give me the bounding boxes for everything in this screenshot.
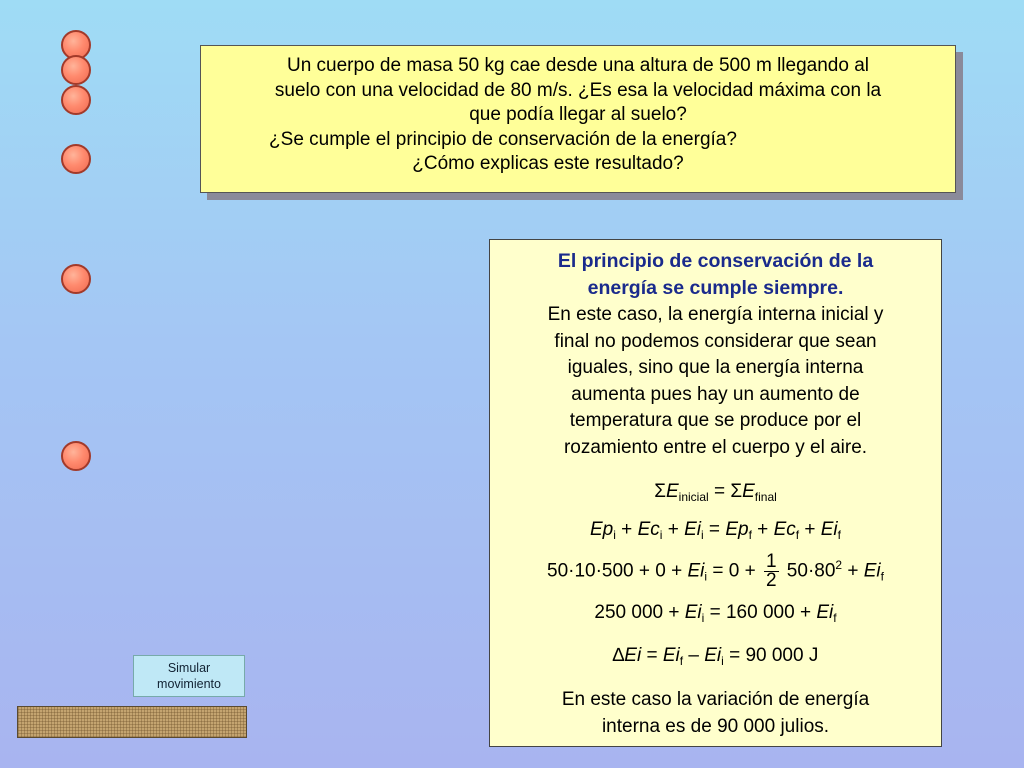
answer-body-line: rozamiento entre el cuerpo y el aire. (563, 436, 868, 458)
equation-energy-sum: $\Sigma E_{inicial} = \Sigma E_{final}$ (654, 481, 777, 504)
equation-numeric: 250 $000 + Ei_i = 160$ $000 + Ei_f$ (594, 602, 837, 625)
ground-texture (17, 706, 247, 738)
equation-substitution: $50\cdot 10\cdot 500 + 0 + Ei_i = 0$ + $\frac{1}{2}$ $50\cdot 80^2 + Ei_f$ (547, 551, 884, 591)
question-line: ¿Cómo explicas este resultado? (412, 153, 684, 174)
equation-energy-terms: $Ep_i + Ec_i + Ei_i = Ep_f + Ec_f + Ei_f$ (589, 519, 841, 542)
equation-result: $\Delta Ei = Ei_f - Ei_i = 90$ 000 J (612, 645, 819, 668)
simulate-button-label: Simular (167, 661, 211, 675)
conclusion-text (490, 686, 941, 740)
ball-icon (61, 55, 91, 85)
question-line: que podía llegar al suelo? (469, 104, 687, 125)
answer-title (490, 248, 941, 302)
fraction-one-half: $\frac{1}{2}$ (765, 551, 777, 591)
ball-icon (61, 144, 91, 174)
answer-body-line: iguales, sino que la energía interna (567, 357, 864, 378)
simulate-button-label: movimiento (157, 677, 221, 691)
answer-body-line: En este caso, la energía interna inicial y (547, 304, 884, 325)
question-line: suelo con una velocidad de 80 m/s. ¿Es esa la velocidad máxima con la (274, 79, 882, 101)
answer-body-line: temperatura que se produce por el (569, 410, 862, 431)
conclusion-line: En este caso la variación de energía (561, 689, 870, 710)
ball-icon (61, 264, 91, 294)
question-box (200, 45, 956, 193)
answer-title-line: El principio de conservación de la (557, 250, 874, 272)
conclusion-line: interna es de 90 000 julios. (601, 716, 830, 737)
answer-body (490, 302, 941, 461)
ball-icon (61, 441, 91, 471)
ball-icon (61, 85, 91, 115)
answer-body-line: final no podemos considerar que sean (554, 330, 877, 352)
simulate-movement-button[interactable] (133, 655, 245, 697)
answer-box (489, 239, 942, 747)
question-line: ¿Se cumple el principio de conservación de la energía? (269, 128, 737, 150)
question-line: Un cuerpo de masa 50 kg cae desde una altura de 500 m llegando al (286, 55, 869, 76)
answer-title-line: energía se cumple siempre. (587, 277, 844, 299)
answer-body-line: aumenta pues hay un aumento de (571, 383, 860, 405)
